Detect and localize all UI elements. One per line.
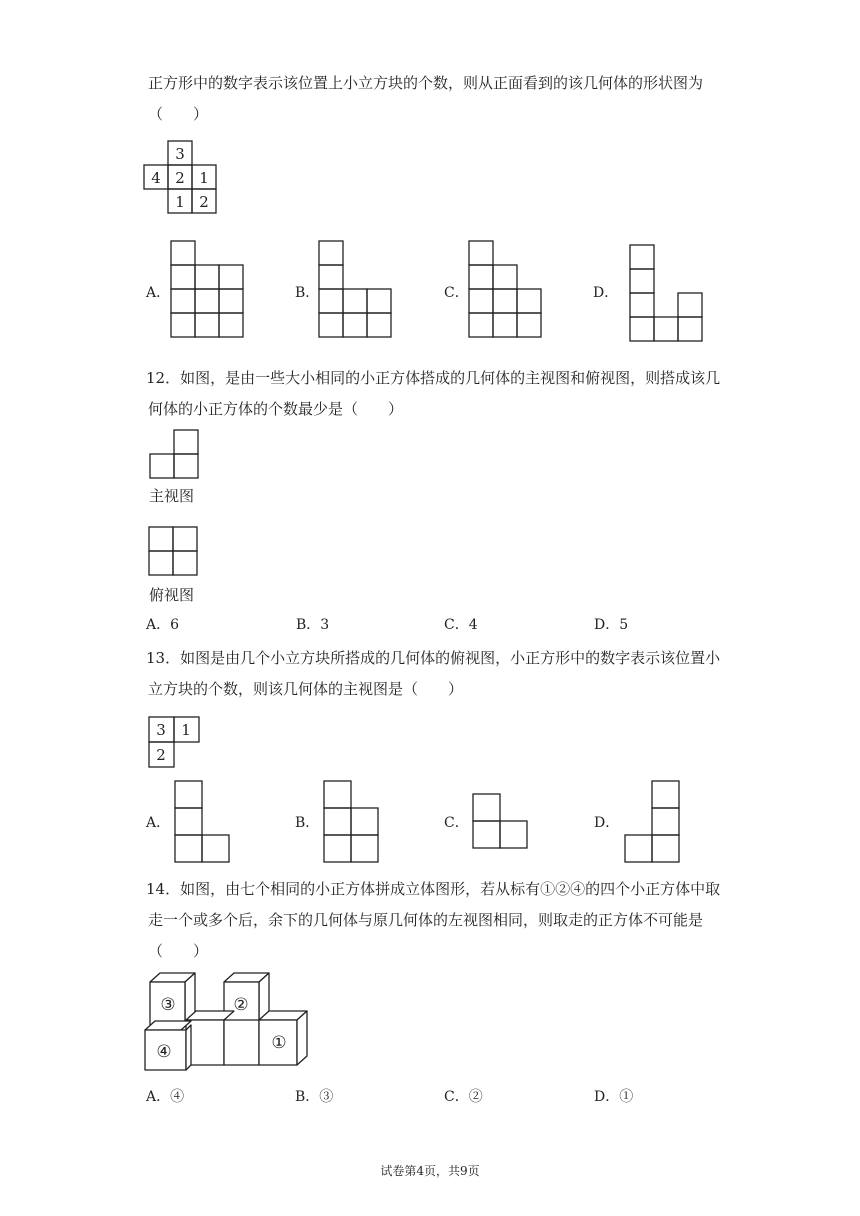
q12-front-view-label: 主视图 bbox=[149, 487, 195, 505]
q12-option-b[interactable]: B．3 bbox=[296, 617, 330, 633]
q14-cube-label: ③ bbox=[160, 995, 176, 1015]
q13-option-a-figure[interactable] bbox=[172, 778, 234, 864]
q11-grid-num: 1 bbox=[175, 193, 185, 211]
q11-grid-num: 2 bbox=[199, 193, 209, 211]
q11-option-d-figure[interactable] bbox=[627, 242, 707, 346]
q14-option-b[interactable]: B．③ bbox=[295, 1089, 334, 1105]
q13-option-a-label[interactable]: A． bbox=[146, 815, 171, 831]
q11-answer-paren: （ ） bbox=[148, 105, 209, 123]
q13-top-view-grid bbox=[144, 714, 204, 770]
q11-option-a-label[interactable]: A． bbox=[146, 285, 171, 301]
q12-option-a[interactable]: A．6 bbox=[146, 617, 180, 633]
q12-option-c[interactable]: C．4 bbox=[444, 617, 478, 633]
q11-top-view-grid bbox=[140, 138, 222, 218]
q14-cube-label: ④ bbox=[156, 1042, 172, 1062]
q13-text-line2: 立方块的个数，则该几何体的主视图是（ ） bbox=[148, 680, 464, 698]
q14-cube-label: ② bbox=[233, 995, 249, 1015]
q11-option-b-figure[interactable] bbox=[316, 238, 396, 342]
q13-grid-num: 2 bbox=[156, 746, 166, 764]
q13-option-b-figure[interactable] bbox=[321, 778, 383, 864]
q13-grid-num: 3 bbox=[156, 721, 166, 739]
q13-option-d-figure[interactable] bbox=[622, 778, 684, 864]
q11-option-a-figure[interactable] bbox=[168, 238, 248, 342]
q13-option-d-label[interactable]: D． bbox=[594, 815, 620, 831]
q12-top-view bbox=[146, 524, 202, 580]
q14-option-a[interactable]: A．④ bbox=[146, 1089, 185, 1105]
q14-cube-figure bbox=[140, 968, 312, 1074]
q14-text-line2: 走一个或多个后，余下的几何体与原几何体的左视图相同，则取走的正方体不可能是 bbox=[148, 911, 704, 929]
q13-option-c-label[interactable]: C． bbox=[444, 815, 469, 831]
q14-text-line1: 14．如图，由七个相同的小正方体拼成立体图形，若从标有①②④的四个小正方体中取 bbox=[146, 880, 721, 898]
q14-answer-paren: （ ） bbox=[148, 942, 209, 960]
q12-text-line1: 12．如图，是由一些大小相同的小正方体搭成的几何体的主视图和俯视图，则搭成该几 bbox=[146, 369, 721, 387]
q11-grid-num: 4 bbox=[151, 169, 161, 187]
q14-cube-label: ① bbox=[271, 1033, 287, 1053]
q11-grid-num: 2 bbox=[175, 169, 185, 187]
q12-option-d[interactable]: D．5 bbox=[594, 617, 629, 633]
page-footer: 试卷第4页，共9页 bbox=[380, 1164, 480, 1178]
q11-option-d-label[interactable]: D． bbox=[593, 285, 619, 301]
q12-top-view-label: 俯视图 bbox=[149, 586, 195, 604]
q13-option-c-figure[interactable] bbox=[470, 791, 532, 851]
q11-option-c-figure[interactable] bbox=[466, 238, 546, 342]
q13-text-line1: 13．如图是由几个小立方块所搭成的几何体的俯视图，小正方形中的数字表示该位置小 bbox=[146, 649, 721, 667]
q11-option-c-label[interactable]: C． bbox=[444, 285, 469, 301]
q14-option-c[interactable]: C．② bbox=[444, 1089, 483, 1105]
q13-option-b-label[interactable]: B． bbox=[295, 815, 320, 831]
q12-front-view bbox=[146, 427, 202, 483]
q12-text-line2: 何体的小正方体的个数最少是（ ） bbox=[148, 400, 404, 418]
q13-grid-num: 1 bbox=[181, 721, 191, 739]
q11-option-b-label[interactable]: B． bbox=[295, 285, 320, 301]
q14-option-d[interactable]: D．① bbox=[594, 1089, 634, 1105]
q11-grid-num: 1 bbox=[199, 169, 209, 187]
q11-grid-num: 3 bbox=[175, 145, 185, 163]
q11-text-line1: 正方形中的数字表示该位置上小立方块的个数，则从正面看到的该几何体的形状图为 bbox=[148, 74, 704, 92]
